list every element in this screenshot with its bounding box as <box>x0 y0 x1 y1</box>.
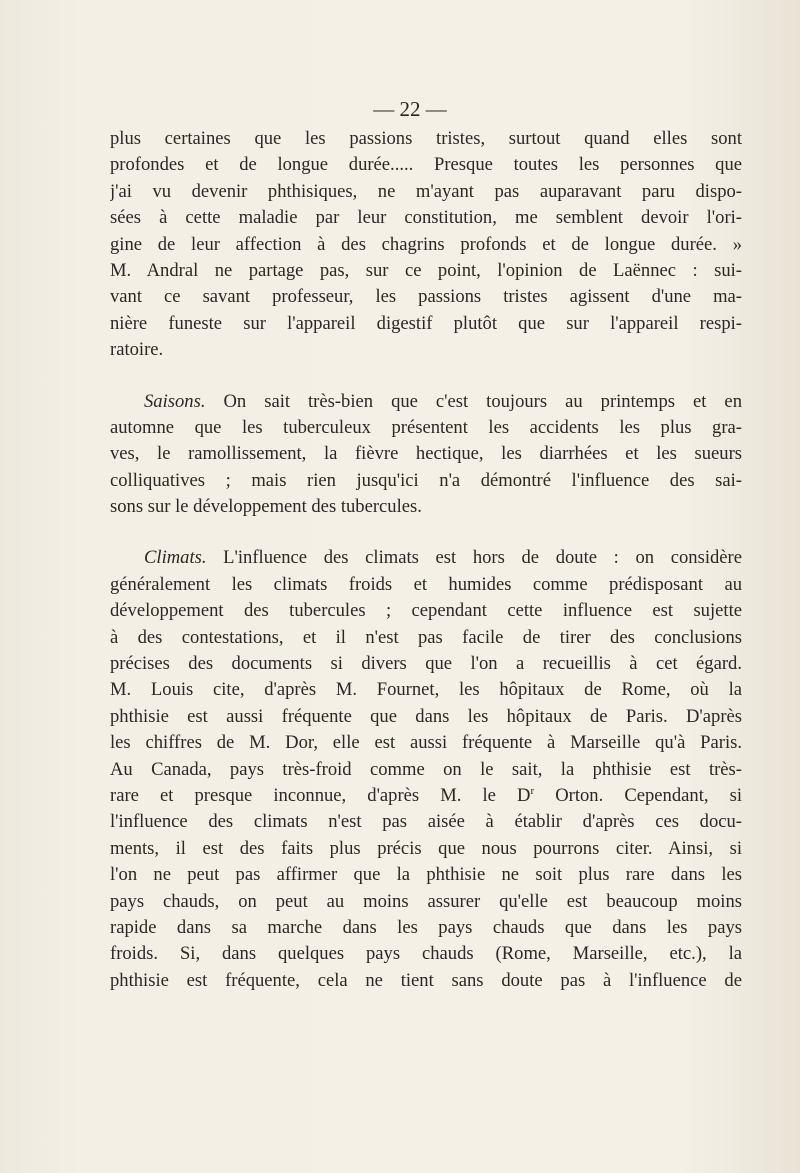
text-line: développement des tubercules ; cependant cette influence est sujette <box>110 600 742 622</box>
section-heading-climats: Climats. <box>144 547 207 569</box>
superscript: r <box>530 784 535 797</box>
paragraph-gap <box>110 520 742 545</box>
text-line: sons sur le développement des tubercules. <box>110 496 422 518</box>
text-line: M. Andral ne partage pas, sur ce point, l'opinion de Laënnec : sui- <box>110 259 742 281</box>
paragraph-gap <box>110 364 742 389</box>
text-line: à des contestations, et il n'est pas facile de tirer des conclusions <box>110 626 742 648</box>
text-line: phthisie est aussi fréquente que dans les hôpitaux de Paris. D'après <box>110 705 742 727</box>
text-line: M. Louis cite, d'après M. Fournet, les hôpitaux de Rome, où la <box>110 679 742 701</box>
text-line <box>110 389 742 415</box>
text-line <box>110 545 742 571</box>
text-fragment: Orton. Cependant, si <box>534 784 742 806</box>
text-line: gine de leur affection à des chagrins profonds et de longue durée. » <box>110 233 742 255</box>
text-fragment: On sait très-bien que c'est toujours au printemps et en <box>205 390 742 412</box>
text-line: rapide dans sa marche dans les pays chauds que dans les pays <box>110 916 742 938</box>
text-line: j'ai vu devenir phthisiques, ne m'ayant pas auparavant paru dispo- <box>110 180 742 202</box>
text-fragment: rare et presque inconnue, d'après M. le D <box>110 784 531 806</box>
text-line: nière funeste sur l'appareil digestif plutôt que sur l'appareil respi- <box>110 312 742 334</box>
paragraph-continuation <box>110 126 742 364</box>
text-line: vant ce savant professeur, les passions tristes agissent d'une ma- <box>110 286 742 308</box>
text-line: froids. Si, dans quelques pays chauds (Rome, Marseille, etc.), la <box>110 943 742 965</box>
text-line: phthisie est fréquente, cela ne tient sans doute pas à l'influence de <box>110 969 742 991</box>
text-line: sées à cette maladie par leur constitution, me semblent devoir l'ori- <box>110 207 742 229</box>
section-heading-saisons: Saisons. <box>144 390 206 412</box>
text-line: ves, le ramollissement, la fièvre hectique, les diarrhées et les sueurs <box>110 443 742 465</box>
text-line: ratoire. <box>110 339 164 361</box>
body-text <box>110 126 742 994</box>
text-line: généralement les climats froids et humides comme prédisposant au <box>110 573 742 595</box>
text-line: les chiffres de M. Dor, elle est aussi fréquente à Marseille qu'à Paris. <box>110 732 742 754</box>
text-line: automne que les tuberculeux présentent les accidents les plus gra- <box>110 416 742 438</box>
paragraph-saisons <box>110 389 742 521</box>
text-line: l'influence des climats n'est pas aisée à établir d'après ces docu- <box>110 811 742 833</box>
text-line: plus certaines que les passions tristes, surtout quand elles sont <box>110 128 742 149</box>
text-line: précises des documents si divers que l'on a recueillis à cet égard. <box>110 653 742 675</box>
text-line: profondes et de longue durée..... Presque toutes les personnes que <box>110 154 742 176</box>
page-number: — 22 — <box>373 97 447 121</box>
text-line: colliquatives ; mais rien jusqu'ici n'a démontré l'influence des sai- <box>110 469 742 491</box>
paragraph-climats <box>110 545 742 994</box>
text-fragment: L'influence des climats est hors de doute : on considère <box>206 547 742 569</box>
text-line: l'on ne peut pas affirmer que la phthisie ne soit plus rare dans les <box>110 864 742 886</box>
text-line: Au Canada, pays très-froid comme on le sait, la phthisie est très- <box>110 758 742 780</box>
text-line <box>110 783 742 809</box>
text-line: ments, il est des faits plus précis que nous pourrons citer. Ainsi, si <box>110 837 742 859</box>
text-line: pays chauds, on peut au moins assurer qu'elle est beaucoup moins <box>110 890 742 912</box>
